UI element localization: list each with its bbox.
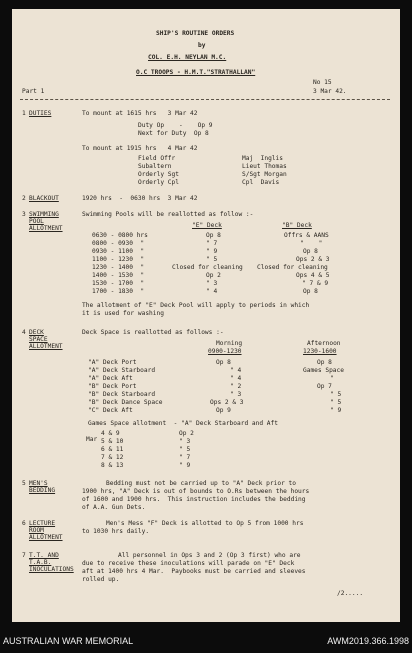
section-heading-inoculations: T.A.B. bbox=[29, 559, 52, 566]
duty-name: Lieut Thomas bbox=[242, 163, 287, 170]
footer-institution: AUSTRALIAN WAR MEMORIAL bbox=[3, 636, 134, 646]
section-heading-lecture: ALLOTMENT bbox=[29, 534, 63, 541]
header-divider bbox=[20, 99, 390, 100]
deck-afternoon: " 5 bbox=[330, 399, 342, 406]
games-op: " 5 bbox=[179, 446, 191, 453]
deck-morning: " 4 bbox=[230, 367, 242, 374]
section-heading-lecture: LECTURE bbox=[29, 520, 56, 527]
bedding-text: Bedding must not be carried up to "A" Deck prior to bbox=[106, 480, 296, 487]
deck-morning: Ops 2 & 3 bbox=[210, 399, 244, 406]
document-page bbox=[12, 9, 400, 622]
pool-time: 1230 - 1400 " bbox=[92, 264, 145, 271]
swimming-note: The allotment of "E" Deck Pool will apply to periods in which bbox=[82, 302, 310, 309]
section-number: 4 bbox=[22, 329, 26, 336]
duty-role: Subaltern bbox=[138, 163, 172, 170]
section-heading-deck: DECK bbox=[29, 329, 44, 336]
deck-area: "C" Deck Aft bbox=[88, 407, 133, 414]
section-heading-lecture: ROOM bbox=[29, 527, 44, 534]
section-heading-inoculations: T.T. AND bbox=[29, 552, 59, 559]
duty-name: Maj Inglis bbox=[242, 155, 283, 162]
column-header-morning: Morning bbox=[216, 340, 243, 347]
games-space-line: Games Space allotment - "A" Deck Starboard and Aft bbox=[88, 420, 278, 427]
section-heading-bedding: BEDDING bbox=[29, 487, 56, 494]
games-op: Op 2 bbox=[179, 430, 194, 437]
games-dates: 6 & 11 bbox=[101, 446, 124, 453]
column-header-afternoon-time: 1230-1600 bbox=[303, 348, 337, 355]
column-header-morning-time: 0900-1230 bbox=[208, 348, 242, 355]
deck-afternoon: " 9 bbox=[330, 407, 342, 414]
archive-footer bbox=[0, 630, 412, 653]
pool-b-deck: Ops 2 & 3 bbox=[296, 256, 330, 263]
inoculations-text: aft at 1400 hrs 4 Mar. Paybooks must be carried and sleeves bbox=[82, 568, 306, 575]
deck-area: "B" Deck Starboard bbox=[88, 391, 156, 398]
deck-area: "A" Deck Port bbox=[88, 359, 137, 366]
order-number: No 15 bbox=[313, 79, 332, 86]
pool-time: 1100 - 1230 " bbox=[92, 256, 145, 263]
section-number: 3 bbox=[22, 211, 26, 218]
pool-e-deck: " 9 bbox=[206, 248, 218, 255]
pool-b-deck: Offrs & AANS bbox=[284, 232, 329, 239]
pool-time: 1400 - 1530 " bbox=[92, 272, 145, 279]
lecture-text: Men's Mess "F" Deck is allotted to Op 5 from 1000 hrs bbox=[106, 520, 304, 527]
games-op: " 9 bbox=[179, 462, 191, 469]
games-dates: 7 & 12 bbox=[101, 454, 124, 461]
column-header-b-deck: "B" Deck bbox=[282, 222, 312, 229]
pool-e-deck: Op 2 bbox=[206, 272, 221, 279]
section-heading-swimming: ALLOTMENT bbox=[29, 225, 63, 232]
inoculations-text: rolled up. bbox=[82, 576, 120, 583]
pool-b-deck: Closed for cleaning bbox=[257, 264, 328, 271]
duties-mount-1: To mount at 1615 hrs 3 Mar 42 bbox=[82, 110, 198, 117]
games-op: " 3 bbox=[179, 438, 191, 445]
bedding-text: 1900 hrs, "A" Deck is out of bounds to O.Rs between the hours bbox=[82, 488, 310, 495]
games-op: " 7 bbox=[179, 454, 191, 461]
section-heading-deck: SPACE bbox=[29, 336, 48, 343]
inoculations-text: due to receive these inoculations will parade on "E" Deck bbox=[82, 560, 295, 567]
pool-e-deck: Closed for cleaning bbox=[172, 264, 243, 271]
pool-e-deck: Op 8 bbox=[206, 232, 221, 239]
page-continuation: /2..... bbox=[337, 590, 364, 597]
deck-afternoon: " bbox=[330, 375, 334, 382]
bedding-text: of A.A. Gun Dets. bbox=[82, 504, 146, 511]
pool-b-deck: Op 8 bbox=[303, 248, 318, 255]
pool-b-deck: " " bbox=[300, 240, 323, 247]
pool-time: 0800 - 0930 " bbox=[92, 240, 145, 247]
deck-afternoon: Op 8 bbox=[317, 359, 332, 366]
by-line: by bbox=[198, 42, 206, 49]
games-dates: 5 & 10 bbox=[101, 438, 124, 445]
swimming-note: it is used for washing bbox=[82, 310, 164, 317]
section-number: 1 bbox=[22, 110, 26, 117]
section-heading-inoculations: INOCULATIONS bbox=[29, 566, 74, 573]
games-month: Mar bbox=[86, 436, 98, 443]
pool-e-deck: " 4 bbox=[206, 288, 218, 295]
deck-morning: " 3 bbox=[230, 391, 242, 398]
deck-morning: Op 9 bbox=[216, 407, 231, 414]
pool-b-deck: " 7 & 9 bbox=[302, 280, 329, 287]
inoculations-text: All personnel in Ops 3 and 2 (Op 3 first) who are bbox=[118, 552, 301, 559]
deck-morning: Op 8 bbox=[216, 359, 231, 366]
section-heading-duties: DUTIES bbox=[29, 110, 52, 117]
section-number: 5 bbox=[22, 480, 26, 487]
pool-time: 0630 - 0800 hrs bbox=[92, 232, 148, 239]
swimming-intro: Swimming Pools will be reallotted as follow :- bbox=[82, 211, 254, 218]
games-dates: 4 & 9 bbox=[101, 430, 120, 437]
column-header-afternoon: Afternoon bbox=[307, 340, 341, 347]
deck-area: "A" Deck Starboard bbox=[88, 367, 156, 374]
part-label: Part 1 bbox=[22, 88, 45, 95]
duty-role: Orderly Cpl bbox=[138, 179, 179, 186]
deck-area: "A" Deck Aft bbox=[88, 375, 133, 382]
duty-name: S/Sgt Morgan bbox=[242, 171, 287, 178]
section-number: 6 bbox=[22, 520, 26, 527]
pool-b-deck: Op 8 bbox=[303, 288, 318, 295]
pool-b-deck: Ops 4 & 5 bbox=[296, 272, 330, 279]
deck-area: "B" Deck Port bbox=[88, 383, 137, 390]
document-title: SHIP'S ROUTINE ORDERS bbox=[156, 30, 235, 37]
games-dates: 8 & 13 bbox=[101, 462, 124, 469]
section-number: 2 bbox=[22, 195, 26, 202]
duty-name: Cpl Davis bbox=[242, 179, 280, 186]
section-heading-bedding: MEN'S bbox=[29, 480, 48, 487]
deck-afternoon: Games Space bbox=[303, 367, 344, 374]
order-date: 3 Mar 42. bbox=[313, 88, 347, 95]
section-heading-blackout: BLACKOUT bbox=[29, 195, 59, 202]
deck-morning: " 4 bbox=[230, 375, 242, 382]
pool-e-deck: " 3 bbox=[206, 280, 218, 287]
duty-role: Orderly Sgt bbox=[138, 171, 179, 178]
section-number: 7 bbox=[22, 552, 26, 559]
blackout-times: 1920 hrs - 0630 hrs 3 Mar 42 bbox=[82, 195, 198, 202]
duty-op: Duty Op - Op 9 bbox=[138, 122, 213, 129]
pool-time: 1700 - 1830 " bbox=[92, 288, 145, 295]
next-for-duty: Next for Duty Op 8 bbox=[138, 130, 209, 137]
deck-morning: " 2 bbox=[230, 383, 242, 390]
deck-afternoon: Op 7 bbox=[317, 383, 332, 390]
duties-mount-2: To mount at 1915 hrs 4 Mar 42 bbox=[82, 145, 198, 152]
footer-accession-number: AWM2019.366.1998 bbox=[327, 636, 409, 646]
author-line: COL. E.H. NEYLAN M.C. bbox=[148, 54, 227, 61]
bedding-text: of 1600 and 1900 hrs. This instruction includes the bedding bbox=[82, 496, 306, 503]
duty-role: Field Offr bbox=[138, 155, 176, 162]
section-heading-swimming: POOL bbox=[29, 218, 44, 225]
section-heading-swimming: SWIMMING bbox=[29, 211, 59, 218]
pool-e-deck: " 7 bbox=[206, 240, 218, 247]
deck-area: "B" Deck Dance Space bbox=[88, 399, 163, 406]
section-heading-deck: ALLOTMENT bbox=[29, 343, 63, 350]
pool-e-deck: " 5 bbox=[206, 256, 218, 263]
pool-time: 1530 - 1700 " bbox=[92, 280, 145, 287]
pool-time: 0930 - 1100 " bbox=[92, 248, 145, 255]
deck-afternoon: " 5 bbox=[330, 391, 342, 398]
column-header-e-deck: "E" Deck bbox=[192, 222, 222, 229]
deck-intro: Deck Space is reallotted as follows :- bbox=[82, 329, 224, 336]
lecture-text: to 1030 hrs daily. bbox=[82, 528, 150, 535]
unit-line: O.C TROOPS - H.M.T."STRATHALLAN" bbox=[136, 69, 256, 76]
